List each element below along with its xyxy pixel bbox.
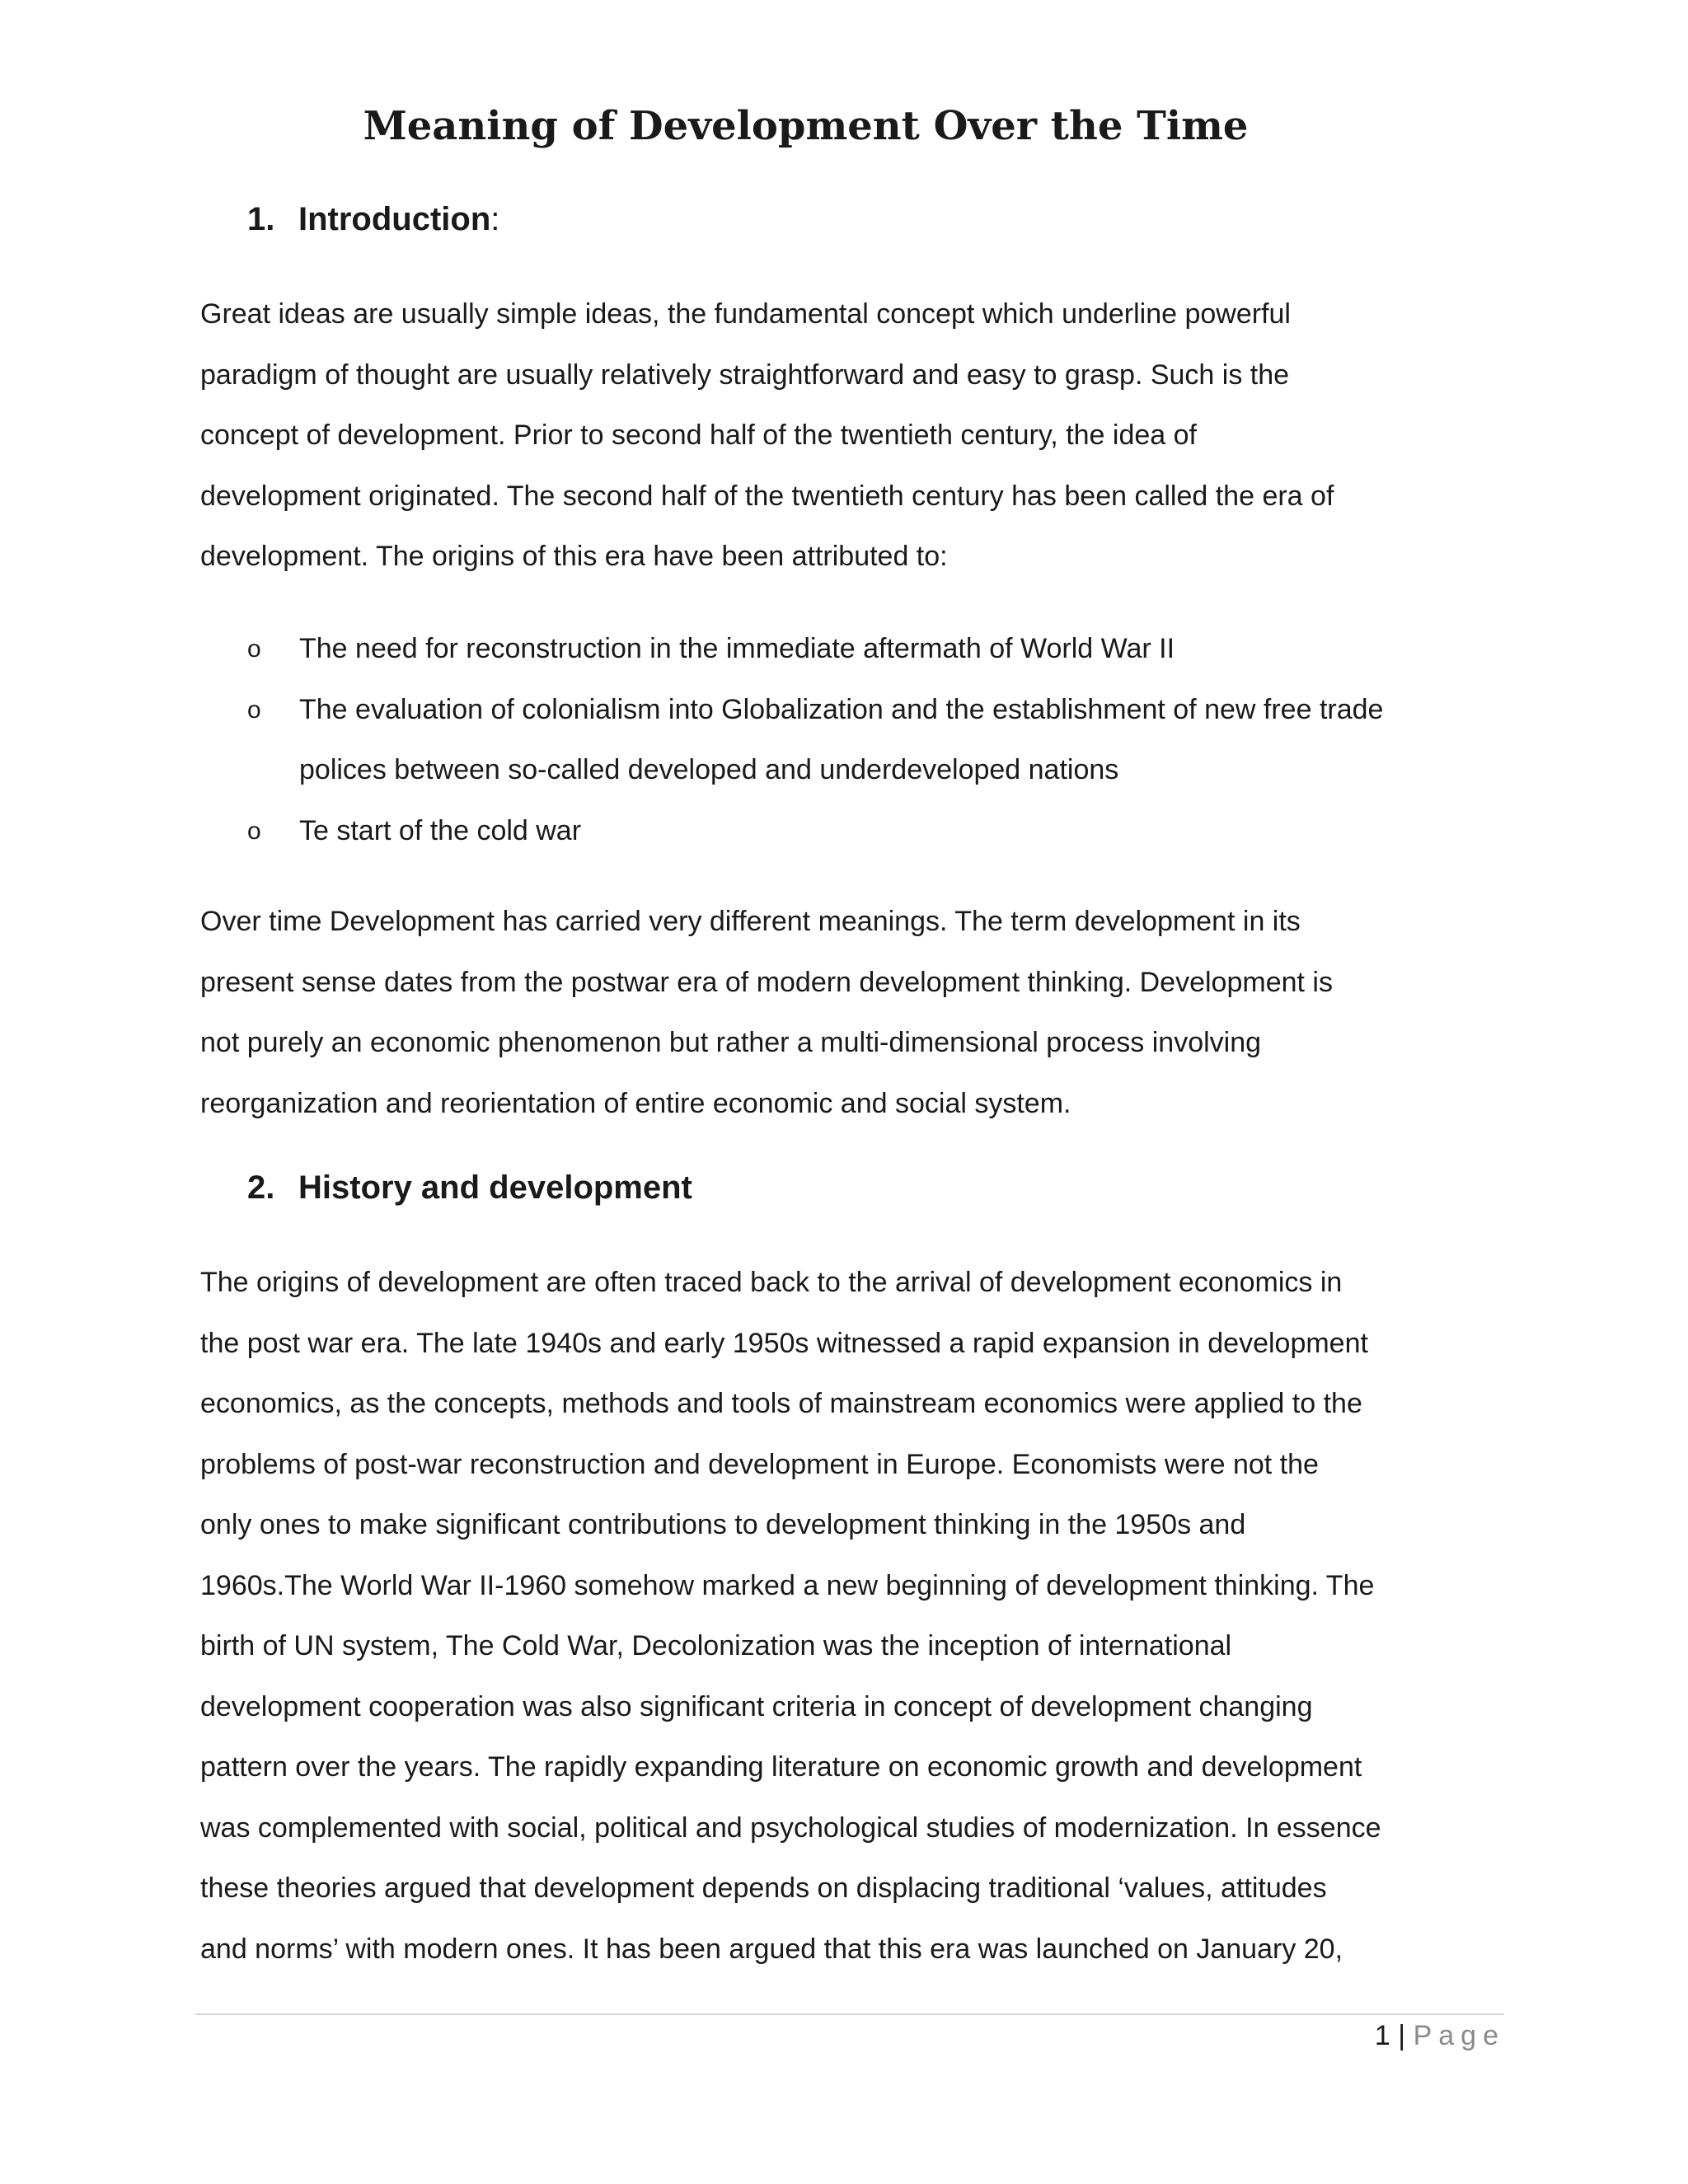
bullet-marker: o	[247, 635, 261, 663]
text-line: Over time Development has carried very different meanings. The term development in its	[200, 906, 1301, 937]
section-number: 2.	[247, 1169, 275, 1206]
section-heading-history	[247, 1163, 692, 1212]
list-item-text: The evaluation of colonialism into Globalization and the establishment of new free trade	[299, 693, 1384, 725]
text-line: pattern over the years. The rapidly expanding literature on economic growth and development	[200, 1751, 1362, 1783]
text-line: concept of development. Prior to second half of the twentieth century, the idea of	[200, 419, 1197, 451]
text-line: not purely an economic phenomenon but rather a multi-dimensional process involving	[200, 1027, 1262, 1058]
text-line: 1960s.The World War II-1960 somehow marked a new beginning of development thinking. The	[200, 1569, 1375, 1601]
bullet-marker: o	[247, 696, 261, 724]
page-number: 1	[1374, 2020, 1390, 2051]
text-line: problems of post-war reconstruction and development in Europe. Economists were not the	[200, 1448, 1319, 1480]
text-line: only ones to make significant contributions to development thinking in the 1950s and	[200, 1509, 1246, 1540]
page-footer	[1375, 2015, 1505, 2056]
history-paragraph	[200, 1253, 1503, 1980]
text-line: present sense dates from the postwar era of modern development thinking. Development is	[200, 966, 1333, 998]
text-line: reorganization and reorientation of entire economic and social system.	[200, 1087, 1071, 1119]
list-item	[200, 619, 1503, 680]
list-item	[200, 801, 1503, 862]
text-line: was complemented with social, political and psychological studies of modernization. In essence	[200, 1811, 1381, 1844]
text-line: economics, as the concepts, methods and tools of mainstream economics were applied to the	[200, 1388, 1362, 1419]
text-line: and norms’ with modern ones. It has been argued that this era was launched on January 20,	[200, 1933, 1343, 1965]
section-heading-introduction	[247, 194, 499, 244]
text-line: development cooperation was also significant criteria in concept of development changing	[200, 1690, 1313, 1722]
text-line: paradigm of thought are usually relatively straightforward and easy to grasp. Such is the	[200, 359, 1290, 391]
bullet-marker: o	[247, 817, 261, 845]
text-line: birth of UN system, The Cold War, Decolonization was the inception of international	[200, 1630, 1232, 1661]
section-title: Introduction	[298, 201, 491, 237]
section-title-suffix: :	[490, 201, 500, 237]
list-item	[200, 680, 1503, 801]
list-item-text: Te start of the cold war	[299, 814, 582, 846]
text-line: these theories argued that development depends on displacing traditional ‘values, attitudes	[200, 1872, 1327, 1904]
footer-separator: |	[1398, 2020, 1406, 2051]
meaning-paragraph	[200, 892, 1503, 1134]
document-title: Meaning of Development Over the Time	[363, 103, 1249, 149]
list-item-text: The need for reconstruction in the immediate aftermath of World War II	[299, 633, 1175, 664]
text-line: Great ideas are usually simple ideas, the fundamental concept which underline powerful	[200, 298, 1291, 330]
footer-divider	[195, 2013, 1504, 2015]
text-line: The origins of development are often traced back to the arrival of development economics in	[200, 1267, 1343, 1298]
list-item-text: polices between so-called developed and underdeveloped nations	[299, 754, 1119, 785]
intro-paragraph	[200, 284, 1503, 588]
text-line: development originated. The second half of the twentieth century has been called the era of	[200, 480, 1334, 512]
page-label: Page	[1413, 2020, 1505, 2051]
section-number: 1.	[247, 201, 275, 237]
text-line: development. The origins of this era have been attributed to:	[200, 541, 948, 572]
text-line: the post war era. The late 1940s and early 1950s witnessed a rapid expansion in development	[200, 1327, 1368, 1359]
origins-bullet-list	[200, 619, 1503, 861]
section-title: History and development	[298, 1169, 692, 1206]
